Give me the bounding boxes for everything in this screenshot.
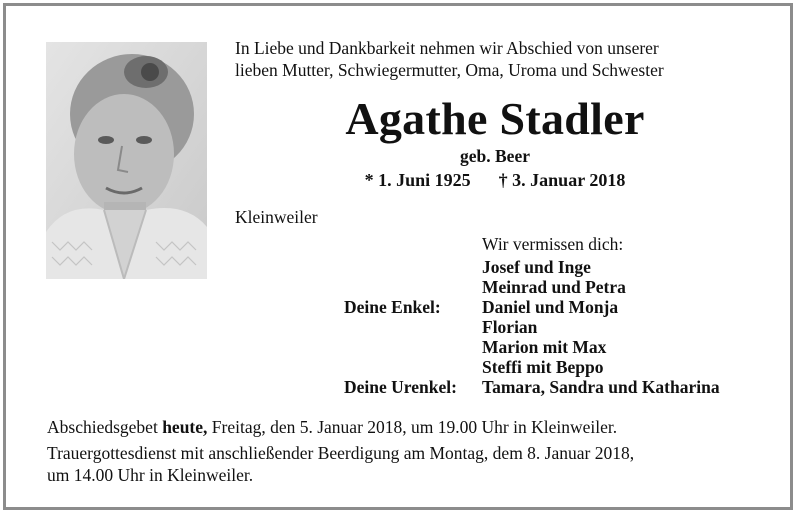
mourner-label (344, 357, 482, 377)
mourner-label: Deine Urenkel: (344, 377, 457, 397)
mourner-label (344, 257, 482, 277)
miss-you-line: Wir vermissen dich: (482, 234, 624, 254)
mourner-label: Deine Enkel: (344, 297, 441, 317)
mourner-name: Tamara, Sandra und Katharina (482, 377, 720, 397)
life-dates (235, 168, 755, 192)
mourner-row (344, 337, 720, 357)
mourner-name: Marion mit Max (482, 337, 607, 357)
prayer-prefix: Abschiedsgebet (47, 417, 163, 437)
mourner-name: Daniel und Monja (482, 297, 619, 317)
funeral-line-1: Trauergottesdienst mit anschließender Beerdigung am Montag, dem 8. Januar 2018, (47, 443, 635, 463)
mourner-name: Meinrad und Petra (482, 277, 626, 297)
maiden-name: geb. Beer (460, 146, 530, 166)
mourners-list (344, 257, 720, 397)
mourner-row (344, 257, 720, 277)
portrait-icon (46, 42, 207, 279)
funeral-paragraph (47, 442, 767, 486)
mourner-name: Florian (482, 317, 538, 337)
death-date: † 3. Januar 2018 (498, 170, 626, 190)
intro-line-1: In Liebe und Dankbarkeit nehmen wir Abschied von unserer (235, 38, 659, 58)
mourner-row (344, 297, 720, 317)
mourner-name: Steffi mit Beppo (482, 357, 604, 377)
mourner-row (344, 277, 720, 297)
intro-text (235, 37, 775, 81)
prayer-details: Freitag, den 5. Januar 2018, um 19.00 Uhr in Kleinweiler. (207, 417, 618, 437)
mourner-label (344, 317, 482, 337)
intro-line-2: lieben Mutter, Schwiegermutter, Oma, Uroma und Schwester (235, 60, 664, 80)
mourner-label (344, 337, 482, 357)
birth-date: * 1. Juni 1925 (364, 170, 471, 190)
mourner-name: Josef und Inge (482, 257, 591, 277)
mourner-row (344, 317, 720, 337)
prayer-today: heute, (162, 417, 208, 437)
mourner-row (344, 377, 720, 397)
service-info (47, 416, 767, 490)
mourner-label (344, 277, 482, 297)
prayer-line (47, 416, 767, 438)
portrait-photo (46, 42, 207, 279)
deceased-name: Agathe Stadler (345, 93, 645, 144)
mourner-row (344, 357, 720, 377)
residence-place: Kleinweiler (235, 207, 318, 227)
funeral-line-2: um 14.00 Uhr in Kleinweiler. (47, 465, 254, 485)
